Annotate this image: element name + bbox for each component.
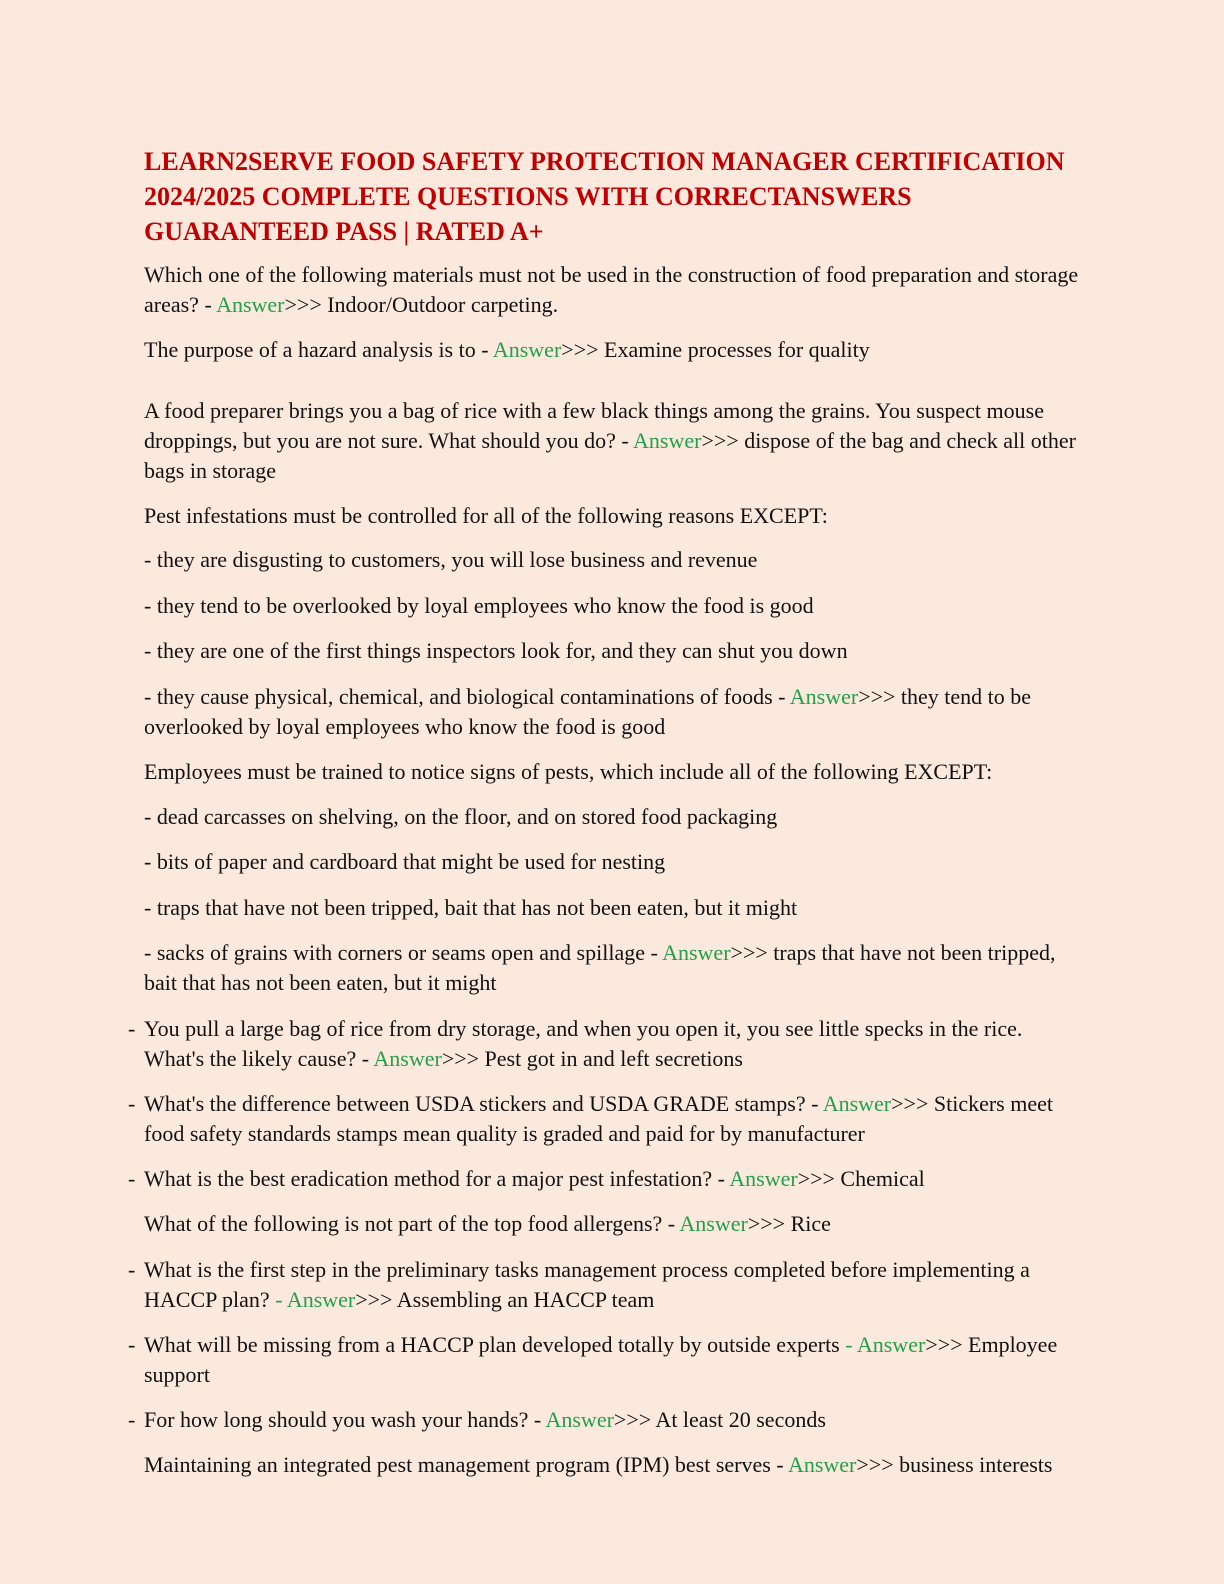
list-dash: -: [128, 1332, 136, 1357]
answer-text: >>> Chemical: [797, 1166, 925, 1191]
answer-label: Answer: [492, 337, 562, 362]
question-text: What's the difference between USDA stickers and USDA GRADE stamps? -: [144, 1091, 823, 1116]
answer-label: Answer: [822, 1091, 892, 1116]
qa-item-4: [144, 682, 1084, 742]
answer-label: Answer: [729, 1166, 798, 1191]
qa-item-13: [144, 1450, 1084, 1480]
question-text: What of the following is not part of the top food allergens? -: [144, 1211, 680, 1236]
question-text: A food preparer brings you a bag of rice with a few black things among the grains. You suspect mouse droppings, but you are not sure. What should you do? -: [144, 398, 1044, 453]
answer-text: >>> At least 20 seconds: [613, 1407, 826, 1432]
answer-text: >>> Examine processes for quality: [561, 337, 870, 362]
question-text: What is the first step in the preliminary tasks management process completed before implementing a HACCP plan?: [144, 1257, 1030, 1312]
answer-label: - Answer: [275, 1287, 356, 1312]
question-text: Maintaining an integrated pest management program (IPM) best serves -: [144, 1452, 788, 1477]
question-text: What is the best eradication method for a major pest infestation? -: [144, 1166, 730, 1191]
option-text: - they cause physical, chemical, and biological contaminations of foods -: [144, 684, 790, 709]
answer-text: >>> Pest got in and left secretions: [441, 1046, 743, 1071]
answer-text: >>> Stickers meet food safety standards stamps mean quality is graded and paid for by manufacturer: [144, 1091, 1053, 1146]
answer-text: >>> traps that have not been tripped, bait that has not been eaten, but it might: [144, 940, 1056, 995]
list-dash: -: [128, 1091, 136, 1116]
answer-text: >>> Rice: [747, 1211, 831, 1236]
answer-label: Answer: [662, 940, 731, 965]
answer-text: >>> Indoor/Outdoor carpeting.: [284, 292, 559, 317]
answer-label: Answer: [787, 1452, 857, 1477]
qa-item-11: [128, 1330, 1084, 1390]
option-line: - they tend to be overlooked by loyal employees who know the food is good: [144, 593, 814, 618]
answer-label: Answer: [545, 1407, 614, 1432]
answer-label: - Answer: [845, 1332, 926, 1357]
document-title: LEARN2SERVE FOOD SAFETY PROTECTION MANAGER CERTIFICATION 2024/2025 COMPLETE QUESTIONS WITH CORRECTANSWERS GUARANTEED PASS | RATED A+: [144, 147, 1065, 246]
question-stem: Pest infestations must be controlled for all of the following reasons EXCEPT:: [144, 503, 828, 528]
answer-label: Answer: [633, 428, 702, 453]
question-text: Which one of the following materials must not be used in the construction of food preparation and storage areas? -: [144, 262, 1079, 317]
list-dash: -: [128, 1166, 136, 1191]
qa-item-12: [128, 1405, 1084, 1435]
qa-item-2: [144, 335, 1084, 365]
option-text: - sacks of grains with corners or seams open and spillage -: [144, 940, 663, 965]
qa-item-9: [144, 1209, 1084, 1239]
answer-text: >>> business interests: [856, 1452, 1053, 1477]
answer-text: >>> dispose of the bag and check all other bags in storage: [144, 428, 1076, 483]
question-text: For how long should you wash your hands? -: [144, 1407, 546, 1432]
qa-item-1: [144, 260, 1084, 320]
answer-label: Answer: [679, 1211, 748, 1236]
qa-item-10: [128, 1255, 1084, 1315]
answer-label: Answer: [373, 1046, 442, 1071]
answer-text: >>> Employee support: [144, 1332, 1058, 1387]
option-line: - traps that have not been tripped, bait that has not been eaten, but it might: [144, 895, 798, 920]
option-line: - dead carcasses on shelving, on the floor, and on stored food packaging: [144, 804, 778, 829]
answer-label: Answer: [216, 292, 285, 317]
question-stem: Employees must be trained to notice signs of pests, which include all of the following EXCEPT:: [144, 759, 993, 784]
question-text: What will be missing from a HACCP plan developed totally by outside experts: [144, 1332, 846, 1357]
list-dash: -: [128, 1016, 136, 1041]
qa-item-6: [128, 1014, 1084, 1074]
question-text: The purpose of a hazard analysis is to -: [144, 337, 493, 362]
answer-text: >>> they tend to be overlooked by loyal employees who know the food is good: [144, 684, 1032, 739]
qa-item-5: [144, 938, 1084, 998]
qa-item-8: [128, 1164, 1084, 1194]
qa-item-7: [128, 1089, 1084, 1149]
answer-label: Answer: [789, 684, 859, 709]
list-dash: -: [128, 1407, 136, 1432]
option-line: - they are one of the first things inspectors look for, and they can shut you down: [144, 638, 848, 663]
qa-item-3: [144, 396, 1084, 486]
list-dash: -: [128, 1257, 136, 1282]
option-line: - they are disgusting to customers, you will lose business and revenue: [144, 547, 758, 572]
option-line: - bits of paper and cardboard that might be used for nesting: [144, 849, 666, 874]
answer-text: >>> Assembling an HACCP team: [355, 1287, 655, 1312]
question-text: You pull a large bag of rice from dry storage, and when you open it, you see little specks in the rice. What's the likely cause? -: [144, 1016, 1023, 1071]
